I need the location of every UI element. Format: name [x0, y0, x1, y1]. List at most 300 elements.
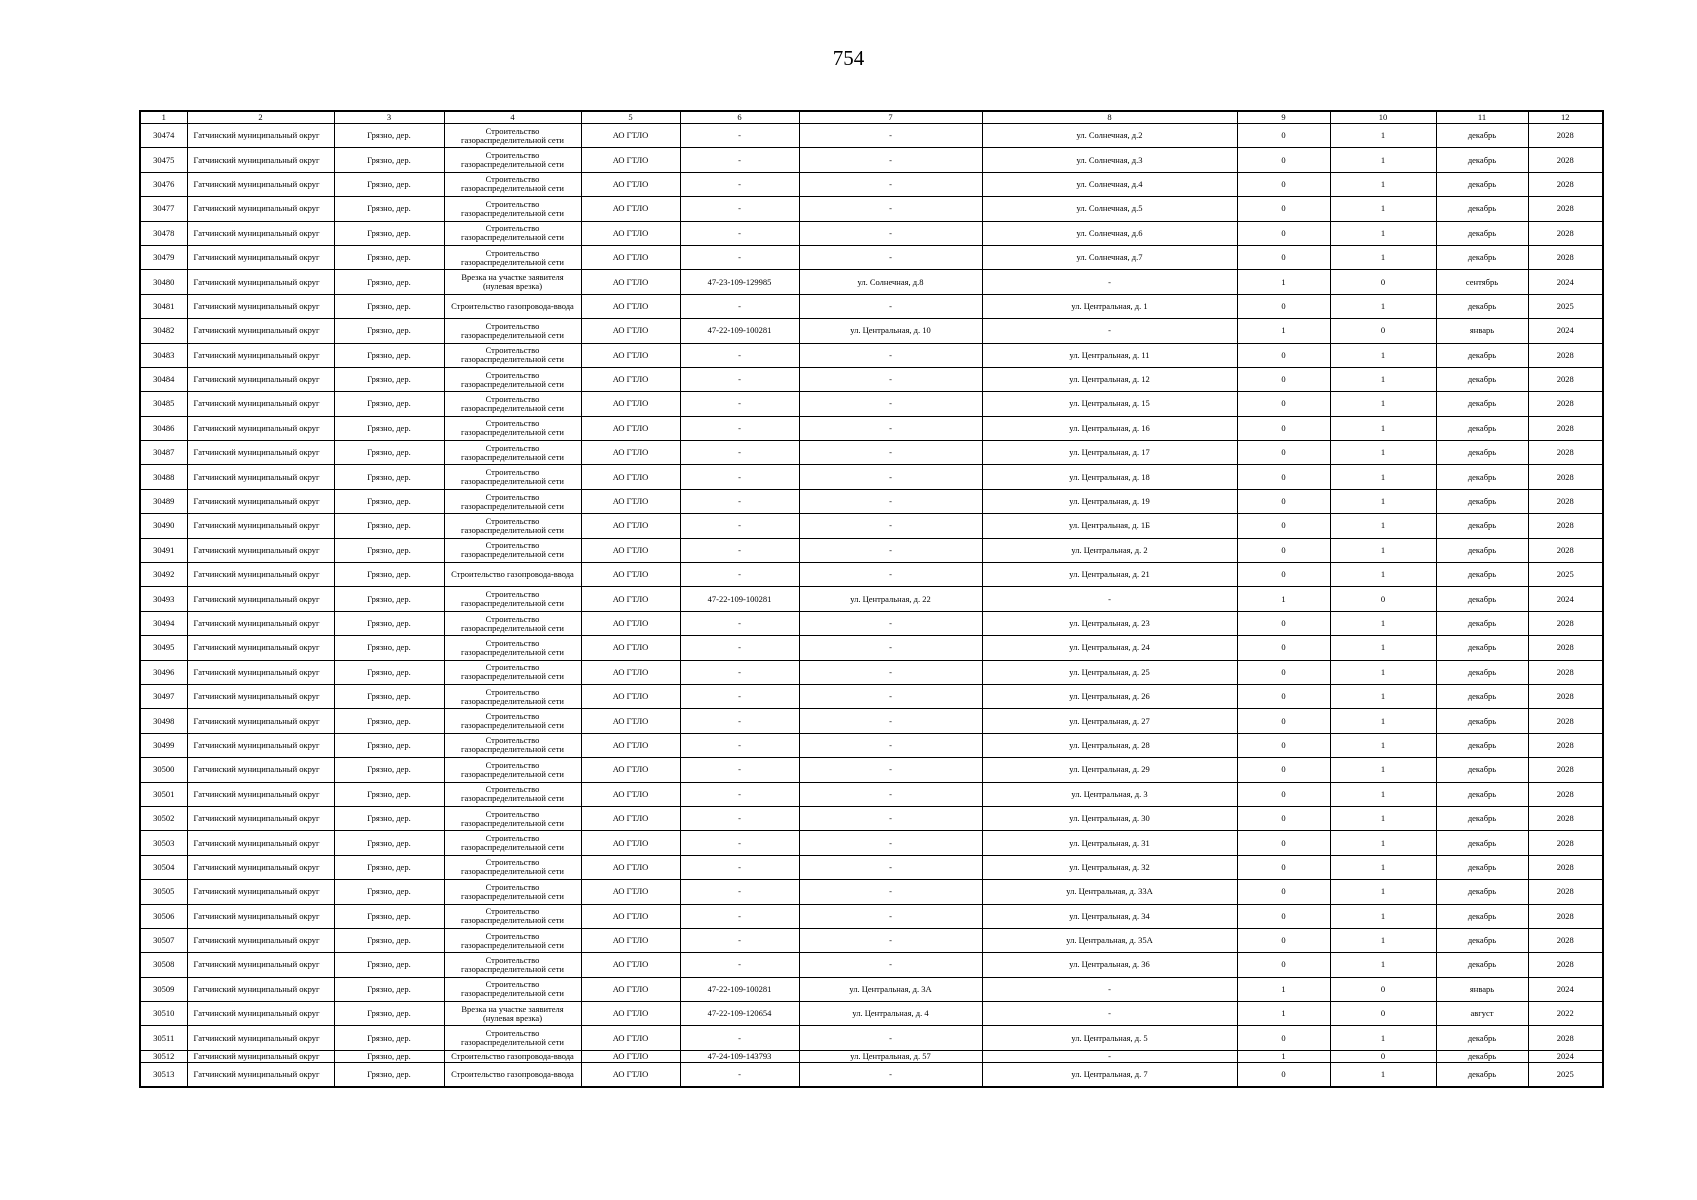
cell-work-type: Строительство газораспределительной сети — [444, 489, 581, 513]
cell-row-number: 30508 — [140, 953, 187, 977]
cell-work-type: Врезка на участке заявителя (нулевая врезка) — [444, 1002, 581, 1026]
cell-cadastral-number: - — [680, 1062, 799, 1086]
cell-existing-count: 0 — [1237, 904, 1330, 928]
cell-year: 2028 — [1528, 806, 1603, 830]
cell-row-number: 30499 — [140, 733, 187, 757]
cell-cadastral-number: - — [680, 563, 799, 587]
cell-year: 2024 — [1528, 977, 1603, 1001]
cell-existing-address: - — [799, 124, 982, 148]
cell-planned-count: 1 — [1330, 611, 1436, 635]
cell-district: Гатчинский муниципальный округ — [187, 636, 334, 660]
cell-existing-count: 0 — [1237, 392, 1330, 416]
cell-year: 2028 — [1528, 660, 1603, 684]
cell-row-number: 30498 — [140, 709, 187, 733]
cell-row-number: 30485 — [140, 392, 187, 416]
cell-row-number: 30507 — [140, 928, 187, 952]
cell-year: 2028 — [1528, 758, 1603, 782]
cell-planned-count: 1 — [1330, 563, 1436, 587]
cell-planned-count: 1 — [1330, 733, 1436, 757]
cell-district: Гатчинский муниципальный округ — [187, 904, 334, 928]
cell-row-number: 30493 — [140, 587, 187, 611]
cell-district: Гатчинский муниципальный округ — [187, 538, 334, 562]
cell-cadastral-number: - — [680, 928, 799, 952]
cell-row-number: 30482 — [140, 319, 187, 343]
cell-settlement: Грязно, дер. — [334, 416, 444, 440]
cell-district: Гатчинский муниципальный округ — [187, 489, 334, 513]
cell-planned-address: ул. Центральная, д. 11 — [982, 343, 1237, 367]
cell-year: 2028 — [1528, 392, 1603, 416]
table-row — [140, 489, 1603, 513]
table-row — [140, 928, 1603, 952]
cell-planned-address: ул. Солнечная, д.2 — [982, 124, 1237, 148]
cell-district: Гатчинский муниципальный округ — [187, 124, 334, 148]
cell-district: Гатчинский муниципальный округ — [187, 782, 334, 806]
cell-row-number: 30479 — [140, 245, 187, 269]
cell-work-type: Строительство газораспределительной сети — [444, 684, 581, 708]
cell-district: Гатчинский муниципальный округ — [187, 806, 334, 830]
cell-year: 2028 — [1528, 855, 1603, 879]
cell-organization: АО ГТЛО — [581, 977, 680, 1001]
cell-year: 2028 — [1528, 611, 1603, 635]
cell-planned-address: ул. Центральная, д. 18 — [982, 465, 1237, 489]
cell-district: Гатчинский муниципальный округ — [187, 441, 334, 465]
cell-existing-count: 0 — [1237, 197, 1330, 221]
cell-organization: АО ГТЛО — [581, 441, 680, 465]
table-row — [140, 977, 1603, 1001]
cell-district: Гатчинский муниципальный округ — [187, 928, 334, 952]
cell-year: 2028 — [1528, 197, 1603, 221]
table-header-row — [140, 111, 1603, 124]
cell-year: 2028 — [1528, 343, 1603, 367]
cell-month: декабрь — [1436, 806, 1528, 830]
cell-district: Гатчинский муниципальный округ — [187, 416, 334, 440]
table-row — [140, 782, 1603, 806]
cell-planned-count: 1 — [1330, 294, 1436, 318]
cell-organization: АО ГТЛО — [581, 1050, 680, 1062]
cell-row-number: 30492 — [140, 563, 187, 587]
cell-planned-count: 0 — [1330, 319, 1436, 343]
cell-existing-count: 0 — [1237, 489, 1330, 513]
cell-year: 2025 — [1528, 563, 1603, 587]
cell-planned-address: - — [982, 1002, 1237, 1026]
cell-district: Гатчинский муниципальный округ — [187, 1050, 334, 1062]
cell-work-type: Строительство газораспределительной сети — [444, 221, 581, 245]
cell-organization: АО ГТЛО — [581, 124, 680, 148]
cell-year: 2024 — [1528, 587, 1603, 611]
cell-cadastral-number: 47-24-109-143793 — [680, 1050, 799, 1062]
column-header-10: 10 — [1330, 111, 1436, 124]
cell-district: Гатчинский муниципальный округ — [187, 587, 334, 611]
cell-district: Гатчинский муниципальный округ — [187, 611, 334, 635]
cell-existing-count: 0 — [1237, 172, 1330, 196]
cell-month: декабрь — [1436, 1050, 1528, 1062]
cell-settlement: Грязно, дер. — [334, 880, 444, 904]
cell-existing-count: 0 — [1237, 465, 1330, 489]
table-row — [140, 953, 1603, 977]
cell-cadastral-number: - — [680, 709, 799, 733]
cell-cadastral-number: - — [680, 343, 799, 367]
cell-cadastral-number: - — [680, 294, 799, 318]
cell-planned-count: 1 — [1330, 880, 1436, 904]
cell-existing-count: 0 — [1237, 928, 1330, 952]
cell-planned-count: 1 — [1330, 221, 1436, 245]
cell-planned-count: 1 — [1330, 124, 1436, 148]
cell-existing-address: - — [799, 953, 982, 977]
cell-existing-address: ул. Центральная, д. 22 — [799, 587, 982, 611]
column-header-4: 4 — [444, 111, 581, 124]
table-row — [140, 611, 1603, 635]
cell-month: декабрь — [1436, 197, 1528, 221]
cell-settlement: Грязно, дер. — [334, 124, 444, 148]
table-row — [140, 636, 1603, 660]
cell-existing-count: 0 — [1237, 294, 1330, 318]
cell-settlement: Грязно, дер. — [334, 684, 444, 708]
cell-month: декабрь — [1436, 245, 1528, 269]
table-row — [140, 855, 1603, 879]
cell-cadastral-number: - — [680, 831, 799, 855]
cell-organization: АО ГТЛО — [581, 343, 680, 367]
table-row — [140, 538, 1603, 562]
cell-settlement: Грязно, дер. — [334, 758, 444, 782]
column-header-3: 3 — [334, 111, 444, 124]
cell-month: декабрь — [1436, 465, 1528, 489]
cell-settlement: Грязно, дер. — [334, 928, 444, 952]
cell-work-type: Строительство газораспределительной сети — [444, 880, 581, 904]
cell-existing-count: 0 — [1237, 221, 1330, 245]
cell-existing-address: - — [799, 709, 982, 733]
cell-planned-address: ул. Центральная, д. 23 — [982, 611, 1237, 635]
cell-planned-count: 1 — [1330, 1026, 1436, 1050]
cell-planned-address: ул. Центральная, д. 25 — [982, 660, 1237, 684]
cell-district: Гатчинский муниципальный округ — [187, 563, 334, 587]
cell-district: Гатчинский муниципальный округ — [187, 660, 334, 684]
cell-work-type: Врезка на участке заявителя (нулевая врезка) — [444, 270, 581, 294]
cell-existing-count: 0 — [1237, 709, 1330, 733]
cell-organization: АО ГТЛО — [581, 465, 680, 489]
cell-month: январь — [1436, 977, 1528, 1001]
cell-work-type: Строительство газораспределительной сети — [444, 758, 581, 782]
cell-month: декабрь — [1436, 636, 1528, 660]
cell-work-type: Строительство газораспределительной сети — [444, 441, 581, 465]
cell-planned-count: 1 — [1330, 538, 1436, 562]
cell-existing-address: - — [799, 806, 982, 830]
cell-existing-count: 1 — [1237, 587, 1330, 611]
table-row — [140, 660, 1603, 684]
cell-organization: АО ГТЛО — [581, 806, 680, 830]
cell-organization: АО ГТЛО — [581, 758, 680, 782]
cell-existing-count: 0 — [1237, 611, 1330, 635]
cell-organization: АО ГТЛО — [581, 221, 680, 245]
cell-year: 2028 — [1528, 489, 1603, 513]
cell-month: декабрь — [1436, 587, 1528, 611]
cell-cadastral-number: - — [680, 880, 799, 904]
cell-settlement: Грязно, дер. — [334, 904, 444, 928]
cell-month: декабрь — [1436, 904, 1528, 928]
cell-row-number: 30487 — [140, 441, 187, 465]
cell-year: 2028 — [1528, 221, 1603, 245]
cell-work-type: Строительство газораспределительной сети — [444, 855, 581, 879]
cell-planned-count: 1 — [1330, 343, 1436, 367]
cell-planned-address: ул. Центральная, д. 2 — [982, 538, 1237, 562]
cell-settlement: Грязно, дер. — [334, 148, 444, 172]
cell-existing-count: 0 — [1237, 563, 1330, 587]
cell-planned-count: 0 — [1330, 1050, 1436, 1062]
cell-cadastral-number: - — [680, 197, 799, 221]
table-row — [140, 904, 1603, 928]
cell-work-type: Строительство газораспределительной сети — [444, 514, 581, 538]
cell-cadastral-number: - — [680, 684, 799, 708]
cell-organization: АО ГТЛО — [581, 367, 680, 391]
cell-settlement: Грязно, дер. — [334, 587, 444, 611]
cell-cadastral-number: - — [680, 367, 799, 391]
cell-year: 2028 — [1528, 831, 1603, 855]
cell-district: Гатчинский муниципальный округ — [187, 709, 334, 733]
cell-month: декабрь — [1436, 831, 1528, 855]
cell-cadastral-number: - — [680, 538, 799, 562]
cell-existing-address: - — [799, 343, 982, 367]
cell-planned-address: ул. Центральная, д. 36 — [982, 953, 1237, 977]
cell-existing-address: - — [799, 684, 982, 708]
cell-existing-address: - — [799, 831, 982, 855]
cell-cadastral-number: - — [680, 465, 799, 489]
cell-planned-address: ул. Центральная, д. 34 — [982, 904, 1237, 928]
table-row — [140, 831, 1603, 855]
cell-organization: АО ГТЛО — [581, 245, 680, 269]
cell-planned-address: - — [982, 977, 1237, 1001]
cell-organization: АО ГТЛО — [581, 928, 680, 952]
cell-month: декабрь — [1436, 855, 1528, 879]
cell-settlement: Грязно, дер. — [334, 1002, 444, 1026]
cell-month: декабрь — [1436, 1026, 1528, 1050]
cell-planned-count: 1 — [1330, 172, 1436, 196]
cell-row-number: 30494 — [140, 611, 187, 635]
cell-organization: АО ГТЛО — [581, 880, 680, 904]
cell-month: декабрь — [1436, 782, 1528, 806]
cell-settlement: Грязно, дер. — [334, 855, 444, 879]
cell-planned-address: ул. Центральная, д. 32 — [982, 855, 1237, 879]
cell-settlement: Грязно, дер. — [334, 733, 444, 757]
cell-row-number: 30511 — [140, 1026, 187, 1050]
cell-settlement: Грязно, дер. — [334, 538, 444, 562]
cell-organization: АО ГТЛО — [581, 148, 680, 172]
cell-district: Гатчинский муниципальный округ — [187, 172, 334, 196]
cell-planned-address: ул. Центральная, д. 17 — [982, 441, 1237, 465]
cell-planned-address: ул. Солнечная, д.5 — [982, 197, 1237, 221]
cell-existing-address: - — [799, 148, 982, 172]
cell-cadastral-number: - — [680, 904, 799, 928]
cell-work-type: Строительство газораспределительной сети — [444, 611, 581, 635]
cell-planned-count: 1 — [1330, 636, 1436, 660]
cell-planned-address: ул. Центральная, д. 3 — [982, 782, 1237, 806]
cell-existing-count: 0 — [1237, 367, 1330, 391]
cell-existing-address: - — [799, 782, 982, 806]
cell-row-number: 30486 — [140, 416, 187, 440]
cell-year: 2025 — [1528, 294, 1603, 318]
cell-existing-count: 0 — [1237, 441, 1330, 465]
table-row — [140, 270, 1603, 294]
cell-planned-count: 1 — [1330, 514, 1436, 538]
cell-district: Гатчинский муниципальный округ — [187, 733, 334, 757]
cell-organization: АО ГТЛО — [581, 538, 680, 562]
cell-district: Гатчинский муниципальный округ — [187, 684, 334, 708]
cell-cadastral-number: - — [680, 489, 799, 513]
cell-planned-address: ул. Центральная, д. 7 — [982, 1062, 1237, 1086]
cell-planned-address: - — [982, 319, 1237, 343]
cell-month: август — [1436, 1002, 1528, 1026]
table-row — [140, 880, 1603, 904]
cell-existing-address: - — [799, 465, 982, 489]
cell-organization: АО ГТЛО — [581, 733, 680, 757]
cell-settlement: Грязно, дер. — [334, 441, 444, 465]
cell-year: 2028 — [1528, 514, 1603, 538]
cell-existing-address: - — [799, 563, 982, 587]
cell-year: 2028 — [1528, 245, 1603, 269]
cell-cadastral-number: 47-22-109-120654 — [680, 1002, 799, 1026]
cell-work-type: Строительство газопровода-ввода — [444, 294, 581, 318]
cell-existing-address: - — [799, 733, 982, 757]
cell-year: 2028 — [1528, 441, 1603, 465]
cell-planned-count: 1 — [1330, 489, 1436, 513]
cell-settlement: Грязно, дер. — [334, 319, 444, 343]
cell-organization: АО ГТЛО — [581, 684, 680, 708]
cell-planned-address: ул. Центральная, д. 1Б — [982, 514, 1237, 538]
cell-year: 2028 — [1528, 1026, 1603, 1050]
cell-organization: АО ГТЛО — [581, 416, 680, 440]
cell-organization: АО ГТЛО — [581, 855, 680, 879]
cell-organization: АО ГТЛО — [581, 709, 680, 733]
cell-row-number: 30476 — [140, 172, 187, 196]
cell-existing-count: 0 — [1237, 245, 1330, 269]
cell-row-number: 30495 — [140, 636, 187, 660]
column-header-5: 5 — [581, 111, 680, 124]
column-header-7: 7 — [799, 111, 982, 124]
table-row — [140, 733, 1603, 757]
cell-planned-count: 1 — [1330, 416, 1436, 440]
cell-month: декабрь — [1436, 416, 1528, 440]
cell-settlement: Грязно, дер. — [334, 563, 444, 587]
cell-month: декабрь — [1436, 660, 1528, 684]
cell-planned-count: 1 — [1330, 441, 1436, 465]
cell-work-type: Строительство газораспределительной сети — [444, 660, 581, 684]
cell-year: 2022 — [1528, 1002, 1603, 1026]
cell-existing-address: - — [799, 221, 982, 245]
cell-row-number: 30502 — [140, 806, 187, 830]
cell-existing-address: - — [799, 367, 982, 391]
cell-work-type: Строительство газораспределительной сети — [444, 367, 581, 391]
cell-year: 2028 — [1528, 684, 1603, 708]
cell-settlement: Грязно, дер. — [334, 1026, 444, 1050]
cell-month: декабрь — [1436, 172, 1528, 196]
table-row — [140, 343, 1603, 367]
cell-year: 2028 — [1528, 416, 1603, 440]
cell-settlement: Грязно, дер. — [334, 270, 444, 294]
cell-cadastral-number: 47-22-109-100281 — [680, 319, 799, 343]
cell-work-type: Строительство газопровода-ввода — [444, 1050, 581, 1062]
cell-planned-address: ул. Центральная, д. 5 — [982, 1026, 1237, 1050]
cell-row-number: 30490 — [140, 514, 187, 538]
cell-existing-count: 0 — [1237, 1062, 1330, 1086]
cell-cadastral-number: - — [680, 124, 799, 148]
cell-row-number: 30481 — [140, 294, 187, 318]
cell-existing-address: - — [799, 880, 982, 904]
cell-row-number: 30480 — [140, 270, 187, 294]
cell-district: Гатчинский муниципальный округ — [187, 831, 334, 855]
cell-cadastral-number: - — [680, 782, 799, 806]
cell-planned-address: ул. Центральная, д. 28 — [982, 733, 1237, 757]
table-row — [140, 441, 1603, 465]
cell-existing-address: - — [799, 294, 982, 318]
cell-existing-address: - — [799, 172, 982, 196]
cell-planned-address: ул. Центральная, д. 15 — [982, 392, 1237, 416]
cell-existing-address: - — [799, 611, 982, 635]
cell-cadastral-number: - — [680, 611, 799, 635]
column-header-11: 11 — [1436, 111, 1528, 124]
cell-settlement: Грязно, дер. — [334, 636, 444, 660]
cell-month: декабрь — [1436, 124, 1528, 148]
cell-planned-address: ул. Центральная, д. 31 — [982, 831, 1237, 855]
cell-year: 2028 — [1528, 172, 1603, 196]
cell-planned-address: ул. Центральная, д. 29 — [982, 758, 1237, 782]
cell-planned-count: 1 — [1330, 758, 1436, 782]
cell-planned-address: ул. Центральная, д. 12 — [982, 367, 1237, 391]
cell-settlement: Грязно, дер. — [334, 367, 444, 391]
cell-planned-count: 1 — [1330, 782, 1436, 806]
cell-existing-address: - — [799, 538, 982, 562]
cell-work-type: Строительство газораспределительной сети — [444, 465, 581, 489]
cell-existing-address: - — [799, 416, 982, 440]
cell-planned-count: 0 — [1330, 977, 1436, 1001]
cell-organization: АО ГТЛО — [581, 489, 680, 513]
page-number: 754 — [832, 46, 865, 70]
cell-existing-address: - — [799, 636, 982, 660]
cell-district: Гатчинский муниципальный округ — [187, 148, 334, 172]
cell-month: сентябрь — [1436, 270, 1528, 294]
cell-existing-count: 0 — [1237, 733, 1330, 757]
cell-settlement: Грязно, дер. — [334, 465, 444, 489]
column-header-1: 1 — [140, 111, 187, 124]
table-row — [140, 465, 1603, 489]
cell-organization: АО ГТЛО — [581, 1026, 680, 1050]
cell-district: Гатчинский муниципальный округ — [187, 294, 334, 318]
cell-month: декабрь — [1436, 928, 1528, 952]
cell-existing-address: - — [799, 197, 982, 221]
cell-organization: АО ГТЛО — [581, 392, 680, 416]
cell-row-number: 30474 — [140, 124, 187, 148]
cell-work-type: Строительство газораспределительной сети — [444, 733, 581, 757]
cell-cadastral-number: - — [680, 441, 799, 465]
cell-month: декабрь — [1436, 367, 1528, 391]
cell-existing-count: 0 — [1237, 416, 1330, 440]
cell-organization: АО ГТЛО — [581, 172, 680, 196]
cell-planned-count: 0 — [1330, 587, 1436, 611]
cell-settlement: Грязно, дер. — [334, 489, 444, 513]
cell-district: Гатчинский муниципальный округ — [187, 855, 334, 879]
cell-work-type: Строительство газораспределительной сети — [444, 953, 581, 977]
table-row — [140, 416, 1603, 440]
cell-district: Гатчинский муниципальный округ — [187, 245, 334, 269]
cell-district: Гатчинский муниципальный округ — [187, 953, 334, 977]
cell-settlement: Грязно, дер. — [334, 831, 444, 855]
cell-organization: АО ГТЛО — [581, 636, 680, 660]
cell-organization: АО ГТЛО — [581, 1002, 680, 1026]
cell-month: январь — [1436, 319, 1528, 343]
table-row — [140, 221, 1603, 245]
cell-month: декабрь — [1436, 733, 1528, 757]
cell-work-type: Строительство газораспределительной сети — [444, 1026, 581, 1050]
cell-month: декабрь — [1436, 880, 1528, 904]
cell-district: Гатчинский муниципальный округ — [187, 514, 334, 538]
cell-district: Гатчинский муниципальный округ — [187, 758, 334, 782]
